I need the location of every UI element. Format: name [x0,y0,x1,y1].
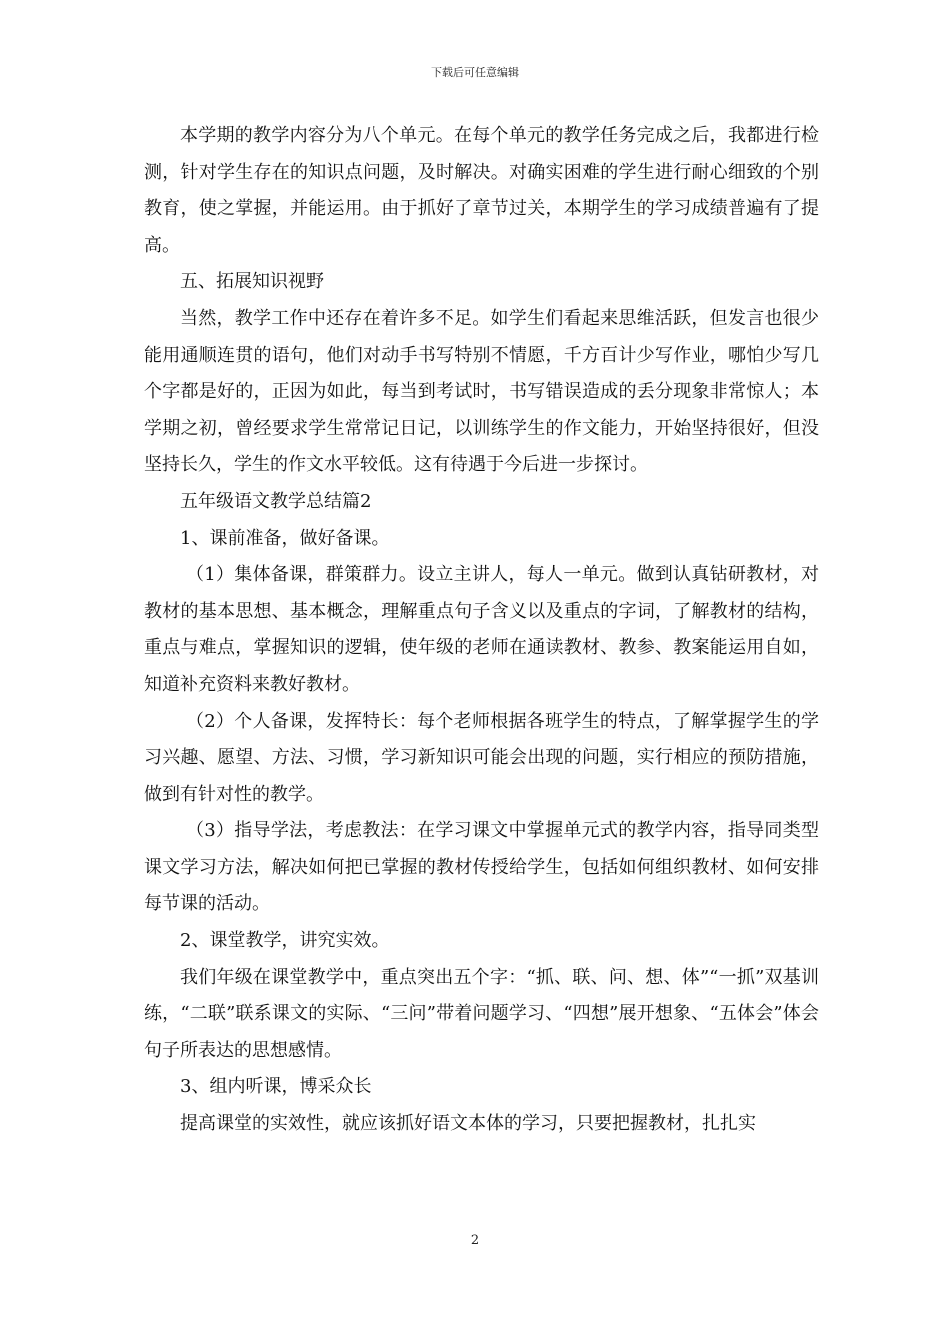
section-heading: 3、组内听课，博采众长 [180,1076,372,1098]
section-heading: 2、课堂教学，讲究实效。 [180,930,390,952]
section-heading: 1、课前准备，做好备课。 [180,527,390,549]
page-header: 下载后可任意编辑 [431,66,519,79]
paragraph: （2）个人备课，发挥特长：每个老师根据各班学生的特点，了解掌握学生的学习兴趣、愿望、方法、习惯，学习新知识可能会出现的问题，实行相应的预防措施，做到有针对性的教学。 [144,710,819,805]
document-body [144,118,819,1143]
paragraph: 当然，教学工作中还存在着许多不足。如学生们看起来思维活跃，但发言也很少能用通顺连贯的语句，他们对动手书写特别不情愿，千方百计少写作业，哪怕少写几个字都是好的，正因为如此，每当到考试时，书写错误造成的丢分现象非常惊人；本学期之初，曾经要求学生常常记日记，以训练学生的作文能力，开始坚持很好，但没坚持长久，学生的作文水平较低。这有待遇于今后进一步探讨。 [144,307,819,476]
paragraph: 本学期的教学内容分为八个单元。在每个单元的教学任务完成之后，我都进行检测，针对学生存在的知识点问题，及时解决。对确实困难的学生进行耐心细致的个别教育，使之掌握，并能运用。由于抓好了章节过关，本期学生的学习成绩普遍有了提高。 [144,125,819,256]
paragraph: （3）指导学法，考虑教法：在学习课文中掌握单元式的教学内容，指导同类型课文学习方法，解决如何把已掌握的教材传授给学生，包括如何组织教材、如何安排每节课的活动。 [144,820,819,915]
paragraph: 我们年级在课堂教学中，重点突出五个字：“抓、联、问、想、体”“一抓”双基训练，“二联”联系课文的实际、“三问”带着问题学习、“四想”展开想象、“五体会”体会句子所表达的思想感情。 [144,966,819,1061]
page-number: 2 [470,1233,480,1248]
paragraph: 提高课堂的实效性，就应该抓好语文本体的学习，只要把握教材，扎扎实 [180,1113,756,1135]
paragraph: （1）集体备课，群策群力。设立主讲人，每人一单元。做到认真钻研教材，对教材的基本思想、基本概念，理解重点句子含义以及重点的字词，了解教材的结构，重点与难点，掌握知识的逻辑，使年级的老师在通读教材、教参、教案能运用自如，知道补充资料来教好教材。 [144,564,819,695]
article-title: 五年级语文教学总结篇2 [180,490,372,512]
section-heading: 五、拓展知识视野 [180,271,324,293]
